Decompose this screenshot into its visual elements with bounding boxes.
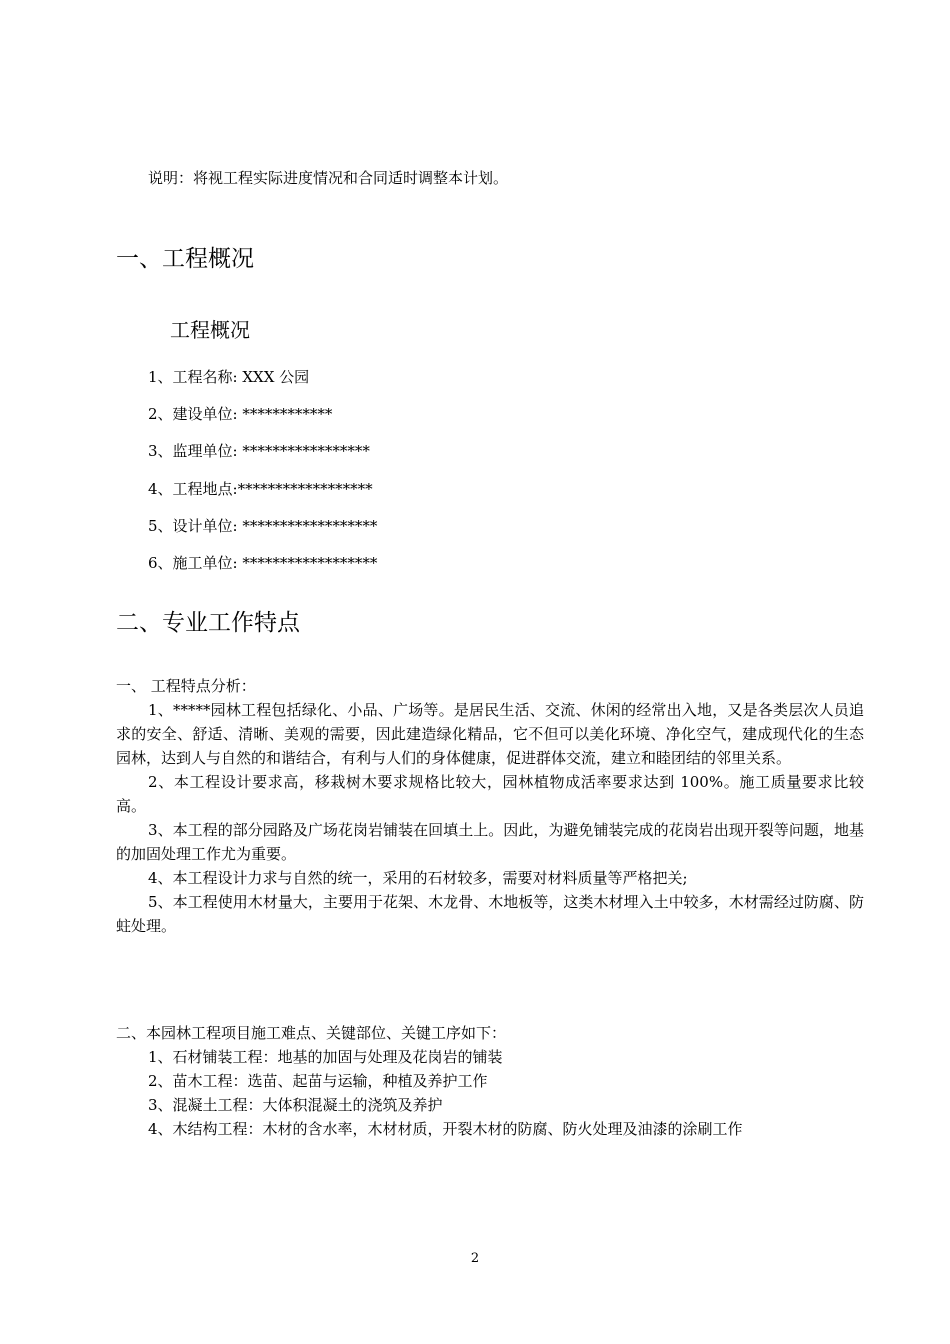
feature-paragraph: 2、本工程设计要求高，移栽树木要求规格比较大，园林植物成活率要求达到 100%。施工质量要求比较高。 [116, 773, 864, 815]
key-points [116, 1021, 864, 1141]
info-owner: 2、建设单位: ************ [148, 405, 333, 423]
features-analysis [116, 674, 864, 938]
info-designer: 5、设计单位: ****************** [148, 517, 378, 535]
section-heading-features: 二、专业工作特点 [116, 610, 300, 636]
info-supervisor: 3、监理单位: ***************** [148, 442, 370, 460]
key-points-title: 二、本园林工程项目施工难点、关键部位、关键工序如下： [116, 1024, 507, 1042]
key-point-item: 4、木结构工程：木材的含水率，木材材质，开裂木材的防腐、防火处理及油漆的涂刷工作 [148, 1120, 743, 1138]
key-point-item: 1、石材铺装工程：地基的加固与处理及花岗岩的铺装 [148, 1048, 503, 1066]
info-location: 4、工程地点:****************** [148, 480, 373, 498]
key-point-item: 2、苗木工程：选苗、起苗与运输，种植及养护工作 [148, 1072, 488, 1090]
feature-paragraph: 5、本工程使用木材量大，主要用于花架、木龙骨、木地板等，这类木材埋入土中较多，木材需经过防腐、防蛀处理。 [116, 893, 864, 935]
section-heading-overview: 一、工程概况 [116, 246, 254, 272]
page-number: 2 [470, 1251, 480, 1266]
feature-paragraph: 4、本工程设计力求与自然的统一，采用的石材较多，需要对材料质量等严格把关; [148, 869, 688, 887]
features-analysis-title: 一、 工程特点分析： [116, 677, 256, 695]
plan-note: 说明：将视工程实际进度情况和合同适时调整本计划。 [148, 169, 509, 187]
subheading-overview: 工程概况 [170, 318, 250, 342]
feature-paragraph: 3、本工程的部分园路及广场花岗岩铺装在回填土上。因此，为避免铺装完成的花岗岩出现开裂等问题，地基的加固处理工作尤为重要。 [116, 821, 864, 863]
info-contractor: 6、施工单位: ****************** [148, 554, 378, 572]
key-point-item: 3、混凝土工程：大体积混凝土的浇筑及养护 [148, 1096, 443, 1114]
info-project-name: 1、工程名称: XXX 公园 [148, 368, 310, 386]
feature-paragraph: 1、*****园林工程包括绿化、小品、广场等。是居民生活、交流、休闲的经常出入地，又是各类层次人员追求的安全、舒适、清晰、美观的需要，因此建造绿化精品，它不但可以美化环境、净化空气，建成现代化的生态园林，达到人与自然的和谐结合，有利与人们的身体健康，促进群体交流，建立和睦团结的邻里关系。 [116, 701, 864, 767]
